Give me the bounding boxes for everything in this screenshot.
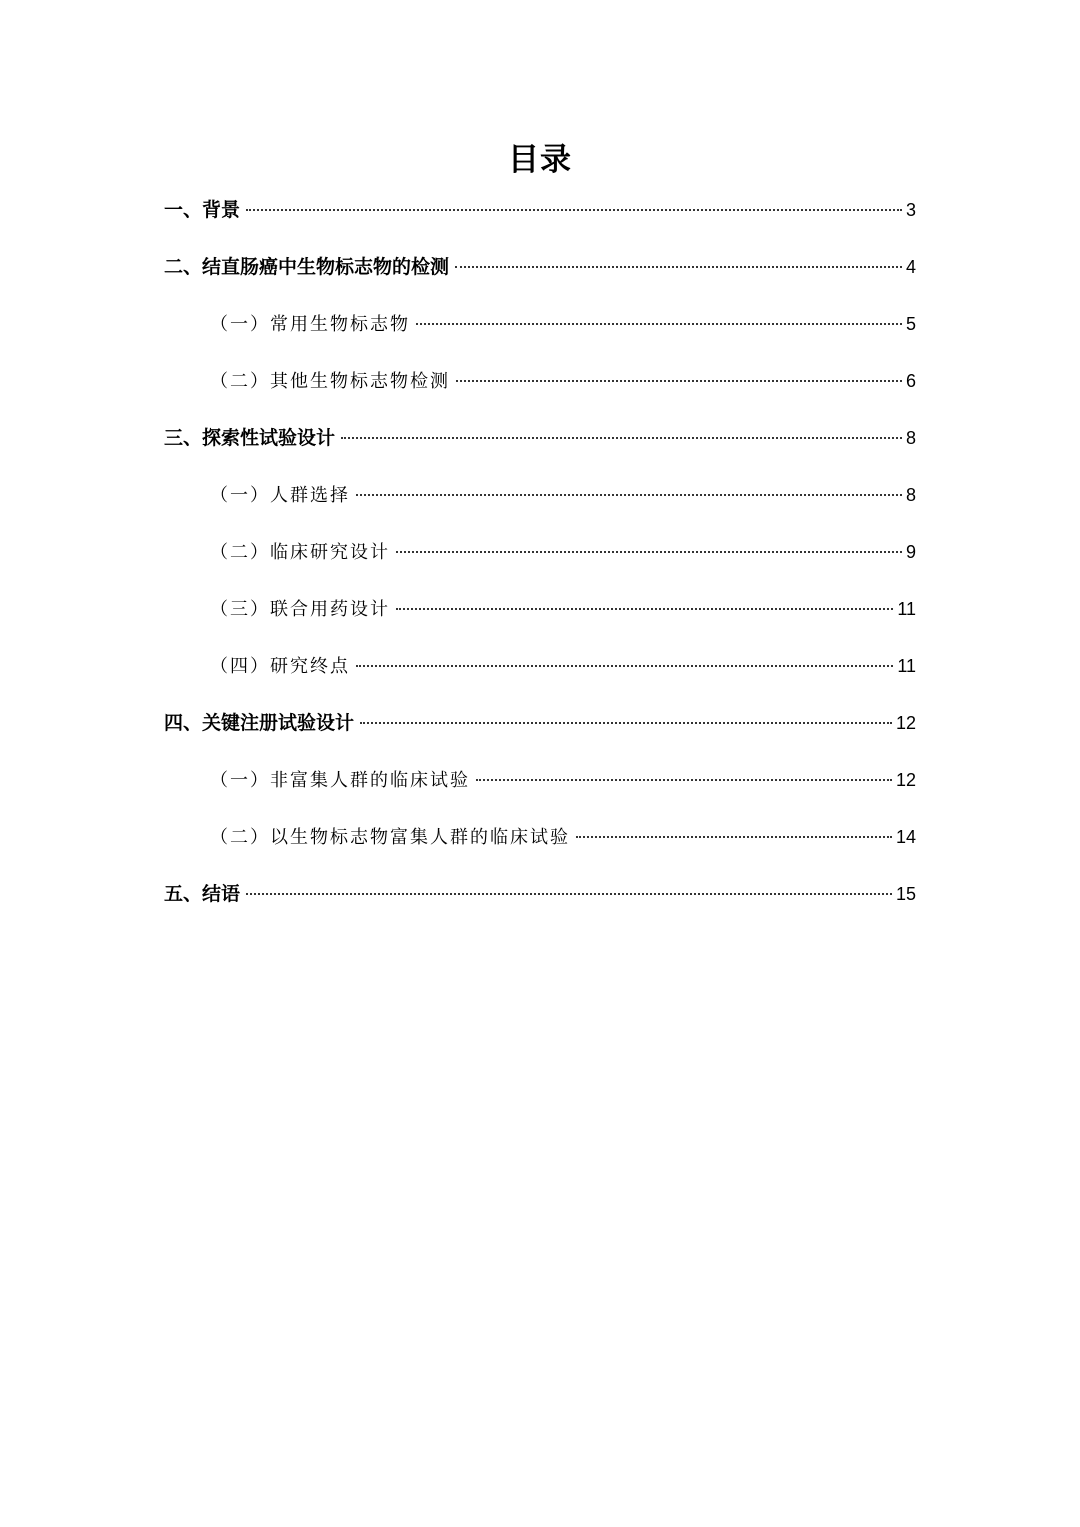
dot-leader <box>396 551 902 553</box>
toc-entry-label: （二）以生物标志物富集人群的临床试验 <box>210 827 570 848</box>
toc-title: 目录 <box>508 142 572 178</box>
toc-entry-clinical-study-design[interactable] <box>164 532 916 589</box>
dot-leader <box>246 893 892 895</box>
table-of-contents <box>164 190 916 931</box>
toc-page-number: 11 <box>897 656 916 676</box>
dot-leader <box>476 779 892 781</box>
toc-page-number: 15 <box>895 884 916 904</box>
dot-leader <box>455 266 902 268</box>
dot-leader <box>246 209 902 211</box>
toc-entry-label: （二）临床研究设计 <box>210 542 390 563</box>
toc-entry-label: 四、关键注册试验设计 <box>164 712 355 734</box>
toc-entry-label: （三）联合用药设计 <box>210 599 390 620</box>
dot-leader <box>396 608 893 610</box>
toc-page-number: 12 <box>895 770 916 790</box>
toc-entry-biomarker-detection[interactable] <box>164 247 916 304</box>
toc-page-number: 5 <box>905 314 916 334</box>
toc-page-number: 11 <box>897 599 916 619</box>
toc-entry-label: （一）人群选择 <box>210 485 350 506</box>
toc-entry-label: （二）其他生物标志物检测 <box>210 371 450 392</box>
toc-entry-label: 二、结直肠癌中生物标志物的检测 <box>164 256 450 278</box>
dot-leader <box>356 494 902 496</box>
toc-page-number: 14 <box>895 827 916 847</box>
toc-page-number: 3 <box>905 200 916 220</box>
toc-entry-non-enriched-trials[interactable] <box>164 760 916 817</box>
toc-entry-pivotal-design[interactable] <box>164 703 916 760</box>
toc-entry-common-biomarkers[interactable] <box>164 304 916 361</box>
toc-page-number: 4 <box>905 257 916 277</box>
toc-entry-label: 五、结语 <box>164 883 241 905</box>
dot-leader <box>456 380 902 382</box>
toc-page-number: 9 <box>905 542 916 562</box>
toc-entry-label: 一、背景 <box>164 199 241 221</box>
dot-leader <box>576 836 892 838</box>
toc-page-number: 6 <box>905 371 916 391</box>
toc-entry-conclusion[interactable] <box>164 874 916 931</box>
toc-entry-enriched-trials[interactable] <box>164 817 916 874</box>
dot-leader <box>360 722 892 724</box>
toc-entry-study-endpoints[interactable] <box>164 646 916 703</box>
toc-entry-exploratory-design[interactable] <box>164 418 916 475</box>
toc-entry-population-selection[interactable] <box>164 475 916 532</box>
toc-page-number: 8 <box>905 485 916 505</box>
toc-entry-label: （四）研究终点 <box>210 656 350 677</box>
dot-leader <box>416 323 902 325</box>
toc-entry-label: 三、探索性试验设计 <box>164 427 336 449</box>
toc-entry-background[interactable] <box>164 190 916 247</box>
toc-page-number: 12 <box>895 713 916 733</box>
toc-entry-label: （一）非富集人群的临床试验 <box>210 770 470 791</box>
dot-leader <box>356 665 893 667</box>
toc-entry-label: （一）常用生物标志物 <box>210 314 410 335</box>
dot-leader <box>341 437 902 439</box>
toc-page-number: 8 <box>905 428 916 448</box>
toc-entry-combination-design[interactable] <box>164 589 916 646</box>
toc-entry-other-biomarkers[interactable] <box>164 361 916 418</box>
